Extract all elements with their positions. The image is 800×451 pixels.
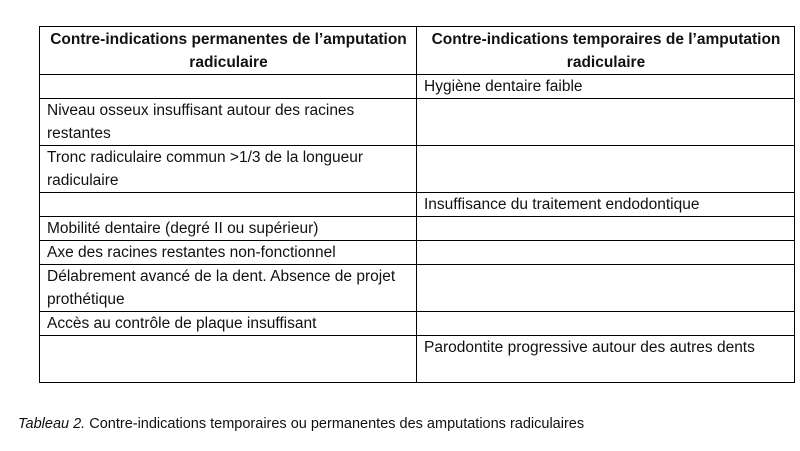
table-caption (18, 414, 584, 434)
contraindications-table (39, 26, 795, 383)
caption-label: Tableau 2. (18, 416, 86, 432)
cell-permanent: Accès au contrôle de plaque insuffisant (40, 312, 417, 336)
table-row (40, 241, 795, 265)
header-permanent: Contre-indications permanentes de l’amputation radiculaire (40, 27, 417, 75)
cell-permanent: Axe des racines restantes non-fonctionnel (40, 241, 417, 265)
cell-temporary: Hygiène dentaire faible (417, 75, 795, 99)
cell-permanent (40, 75, 417, 99)
table-row (40, 265, 795, 312)
cell-permanent (40, 336, 417, 383)
table-row (40, 75, 795, 99)
cell-temporary (417, 312, 795, 336)
cell-temporary (417, 241, 795, 265)
cell-temporary: Parodontite progressive autour des autres dents (417, 336, 795, 383)
cell-temporary: Insuffisance du traitement endodontique (417, 193, 795, 217)
table-row (40, 99, 795, 146)
cell-permanent: Mobilité dentaire (degré II ou supérieur) (40, 217, 417, 241)
cell-temporary (417, 146, 795, 193)
table-row (40, 312, 795, 336)
cell-permanent: Délabrement avancé de la dent. Absence de projet prothétique (40, 265, 417, 312)
cell-temporary (417, 265, 795, 312)
table-row (40, 146, 795, 193)
table-row (40, 336, 795, 383)
cell-temporary (417, 217, 795, 241)
table-row (40, 217, 795, 241)
cell-temporary (417, 99, 795, 146)
cell-permanent: Niveau osseux insuffisant autour des racines restantes (40, 99, 417, 146)
cell-permanent (40, 193, 417, 217)
cell-permanent: Tronc radiculaire commun >1/3 de la longueur radiculaire (40, 146, 417, 193)
table-row (40, 193, 795, 217)
caption-text: Contre-indications temporaires ou permanentes des amputations radiculaires (85, 416, 585, 432)
table-header-row (40, 27, 795, 75)
header-temporary: Contre-indications temporaires de l’amputation radiculaire (417, 27, 795, 75)
contraindications-table-container (39, 26, 794, 383)
